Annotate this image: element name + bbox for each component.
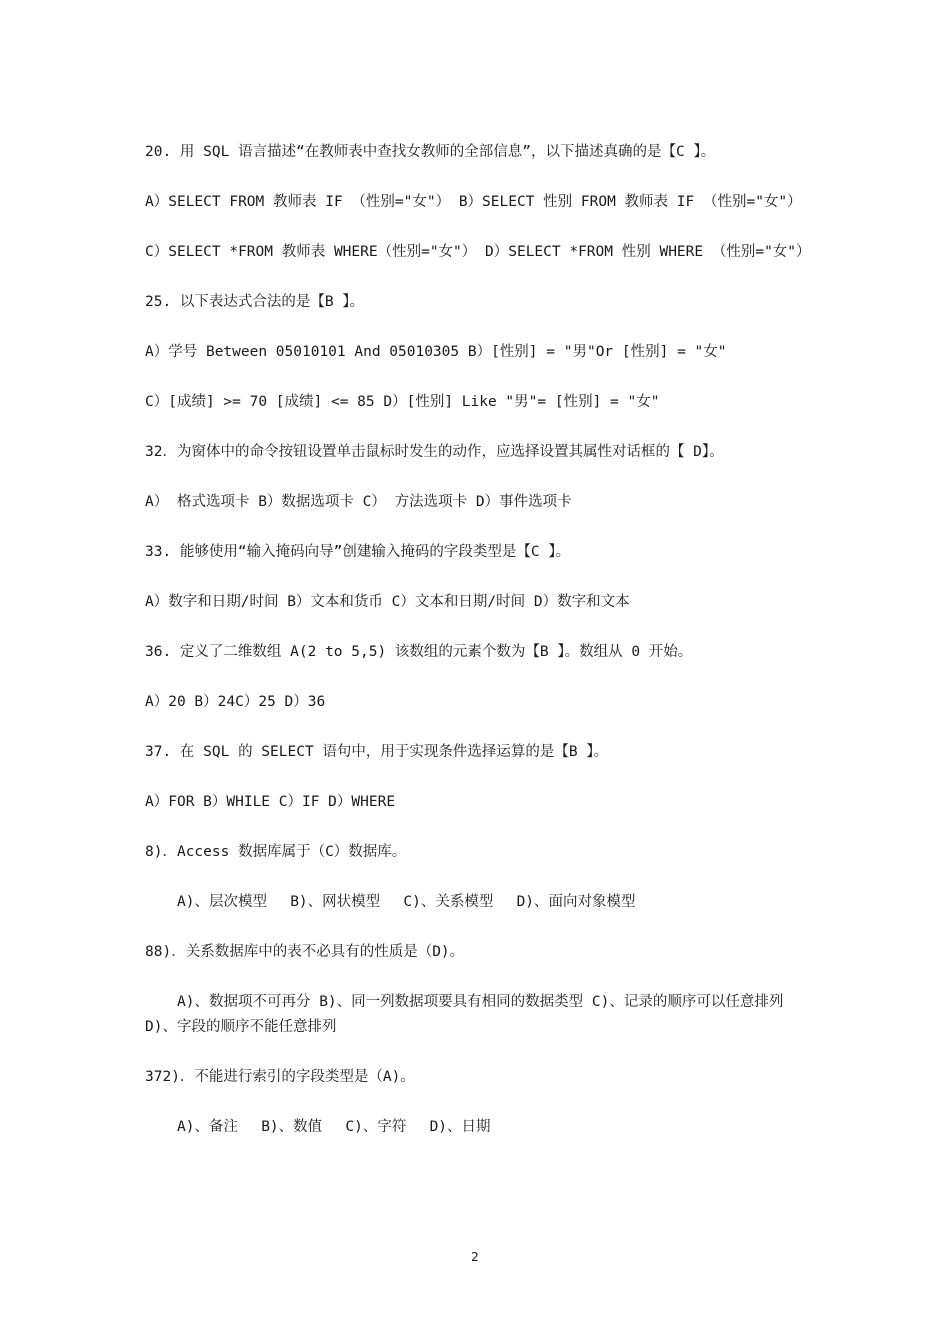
question-33: 33. 能够使用“输入掩码向导”创建输入掩码的字段类型是【C 】。 [145,544,571,560]
page-number: 2 [471,1250,479,1264]
question-372-options: A)、备注 B)、数值 C)、字符 D)、日期 [177,1119,491,1135]
question-20-options-cd: C）SELECT *FROM 教师表 WHERE（性别="女"） D）SELECT *FROM 性别 WHERE （性别="女"） [145,244,811,260]
question-372: 372)．不能进行索引的字段类型是（A)。 [145,1069,415,1085]
question-37: 37. 在 SQL 的 SELECT 语句中，用于实现条件选择运算的是【B 】。 [145,744,609,760]
question-25: 25. 以下表达式合法的是【B 】。 [145,294,365,310]
question-37-options: A）FOR B）WHILE C）IF D）WHERE [145,794,396,810]
question-20-options-ab: A）SELECT FROM 教师表 IF （性别="女"） B）SELECT 性别 FROM 教师表 IF （性别="女"） [145,194,802,210]
question-25-options-ab: A）学号 Between 05010101 And 05010305 B）[性别] = "男"Or [性别] = "女" [145,344,727,360]
question-25-options-cd: C）[成绩] >= 70 [成绩] <= 85 D）[性别] Like "男"= [性别] = "女" [145,394,660,410]
question-8: 8)．Access 数据库属于（C）数据库。 [145,844,407,860]
question-36: 36. 定义了二维数组 A(2 to 5,5) 该数组的元素个数为【B 】。数组从 0 开始。 [145,644,693,660]
question-88: 88)．关系数据库中的表不必具有的性质是（D)。 [145,944,465,960]
question-36-options: A）20 B）24C）25 D）36 [145,694,326,710]
question-32-options: A） 格式选项卡 B）数据选项卡 C） 方法选项卡 D）事件选项卡 [145,494,572,510]
question-32: 32．为窗体中的命令按钮设置单击鼠标时发生的动作，应选择设置其属性对话框的【 D】。 [145,444,724,460]
question-8-options: A)、层次模型 B)、网状模型 C)、关系模型 D)、面向对象模型 [177,894,636,910]
question-88-options: A)、数据项不可再分 B)、同一列数据项要具有相同的数据类型 C)、记录的顺序可以任意排列 D)、字段的顺序不能任意排列 [145,994,807,1035]
document-body [145,140,813,1165]
question-33-options: A）数字和日期/时间 B）文本和货币 C）文本和日期/时间 D）数字和文本 [145,594,630,610]
question-20: 20. 用 SQL 语言描述“在教师表中查找女教师的全部信息”，以下描述真确的是【C 】。 [145,144,716,160]
